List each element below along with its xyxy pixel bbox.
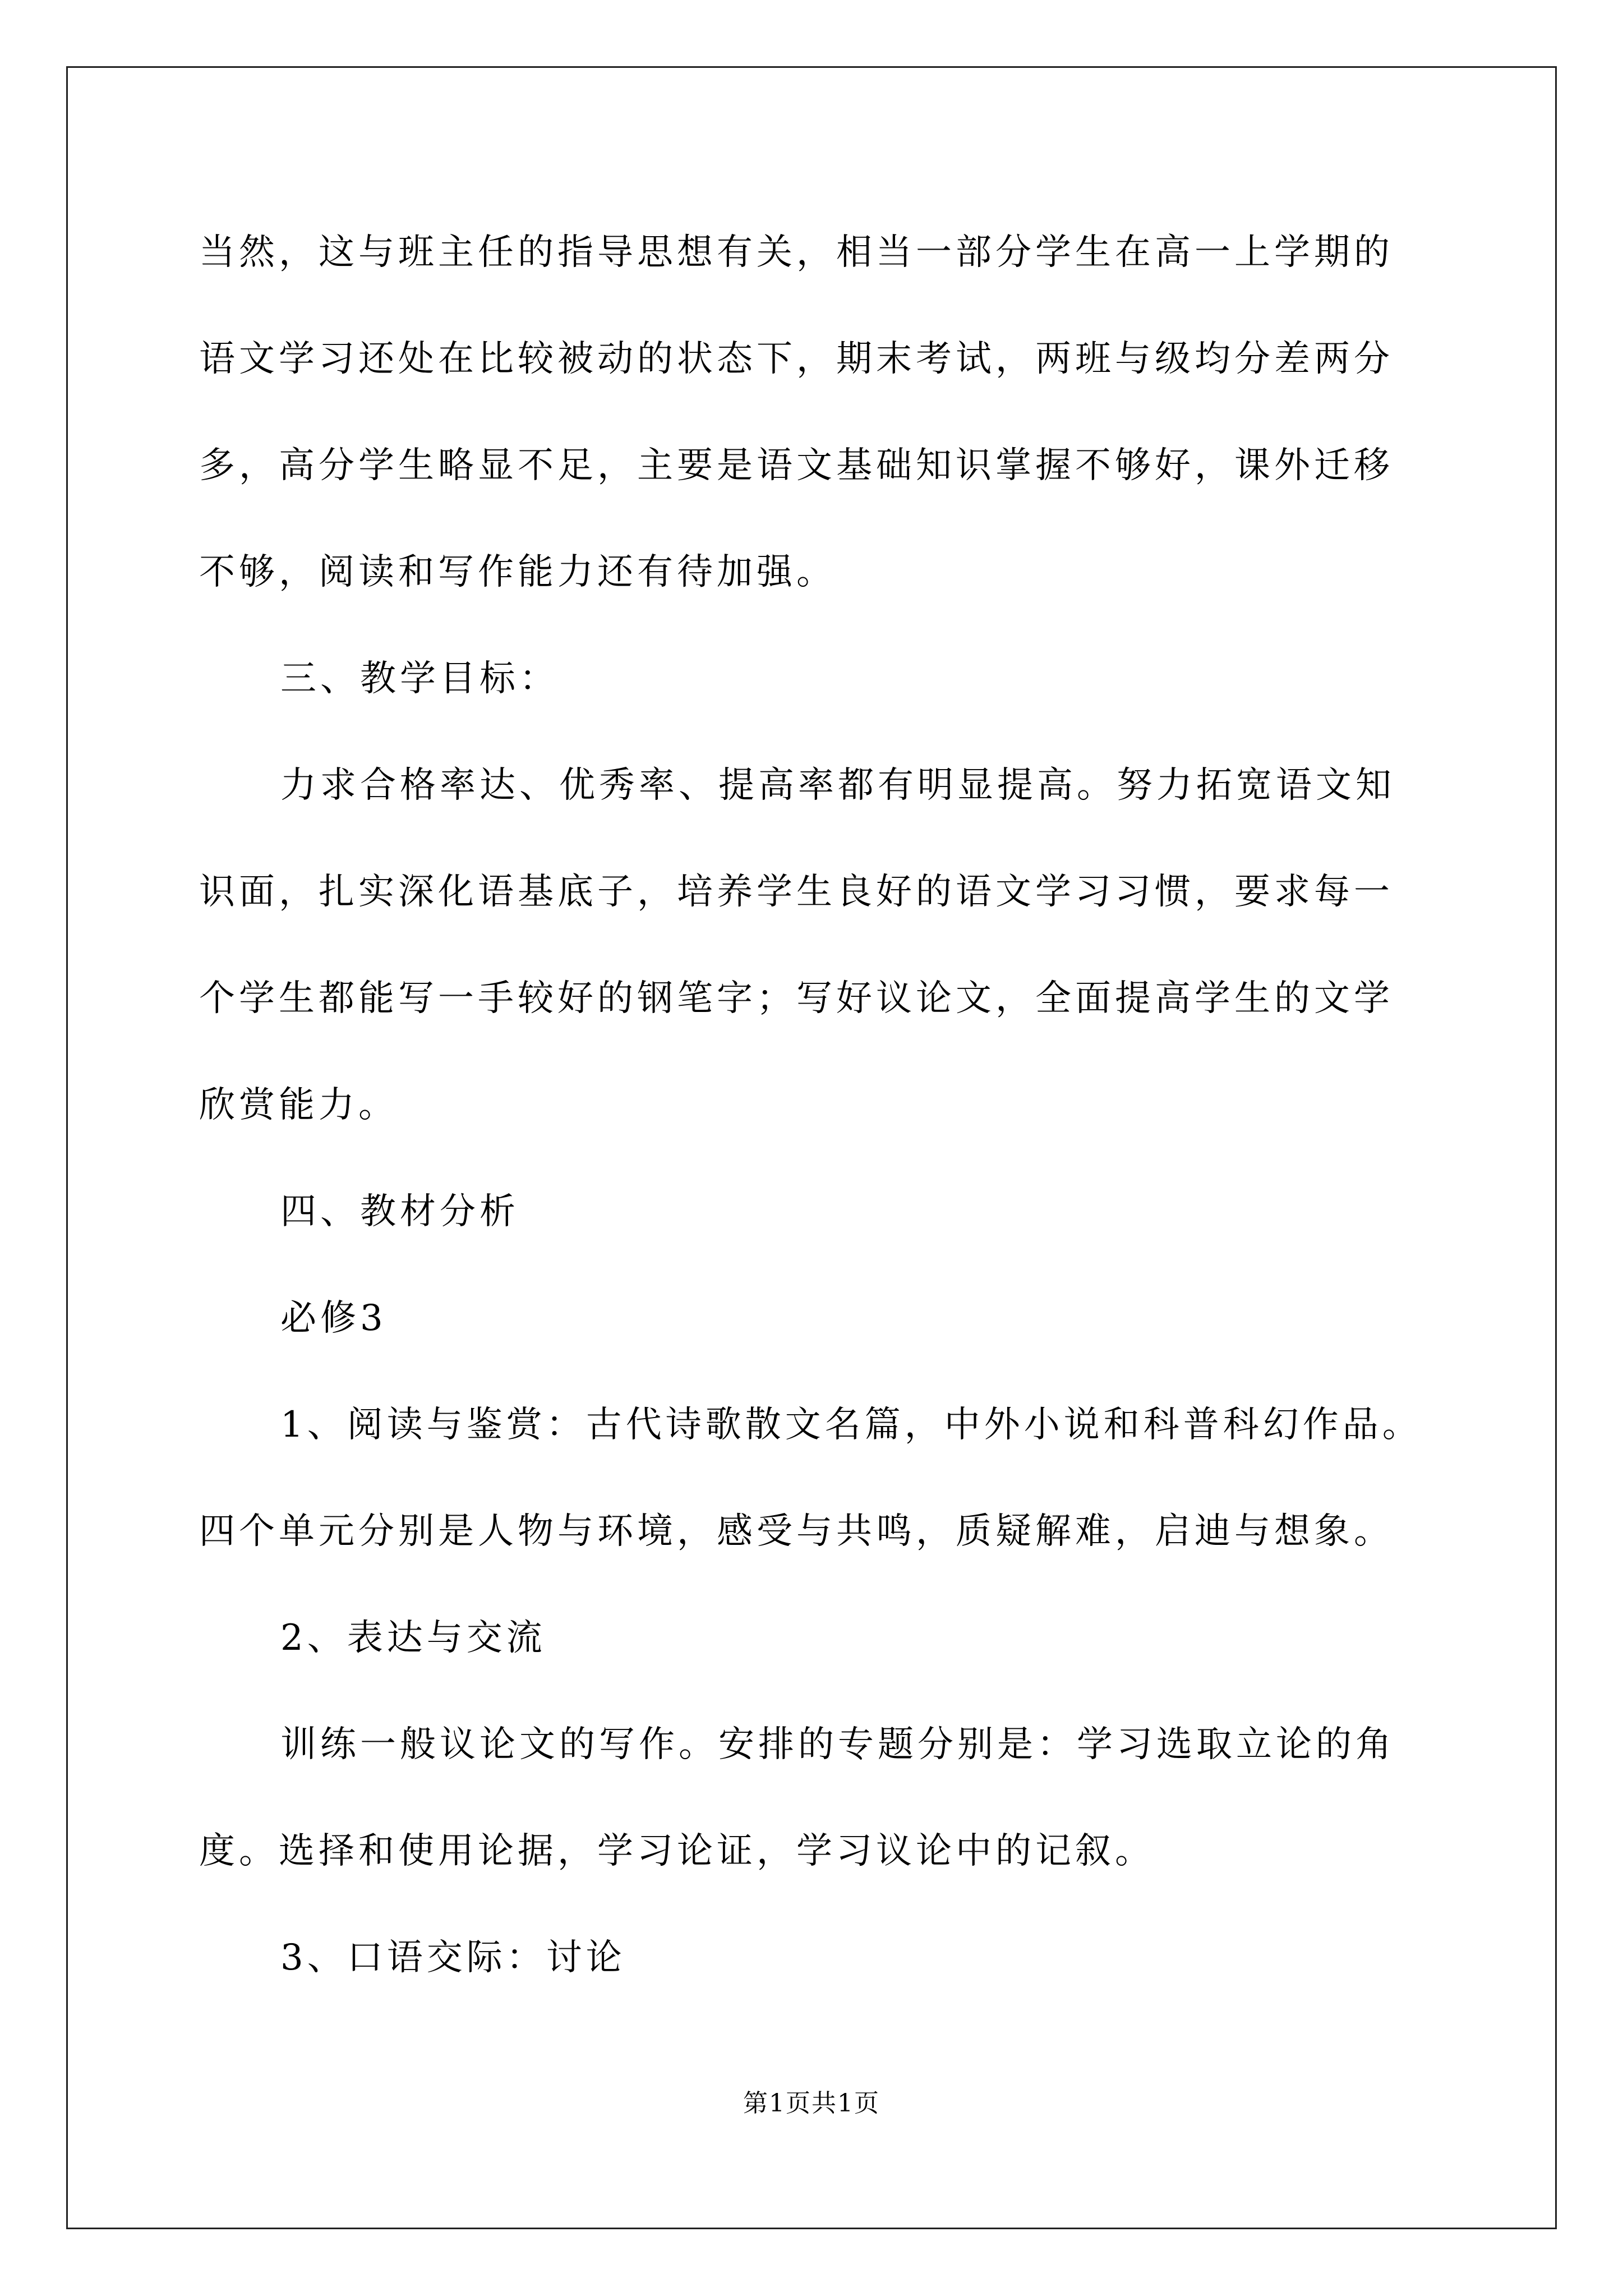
- page-number: 第1页: [743, 2089, 811, 2118]
- body-line: 1、阅读与鉴赏：古代诗歌散文名篇，中外小说和科普科幻作品。: [280, 1404, 1422, 1446]
- body-line: 度。选择和使用论据，学习论证，学习议论中的记叙。: [199, 1830, 1155, 1872]
- subsection-label: 3、口语交际：讨论: [280, 1937, 626, 1978]
- body-line: 训练一般议论文的写作。安排的专题分别是：学习选取立论的角: [280, 1724, 1395, 1765]
- body-line: 不够，阅读和写作能力还有待加强。: [199, 551, 836, 593]
- section-heading: 四、教材分析: [280, 1191, 519, 1232]
- page-total: 共1页: [811, 2089, 880, 2118]
- body-line: 个学生都能写一手较好的钢笔字；写好议论文，全面提高学生的文学: [199, 978, 1394, 1019]
- section-heading: 三、教学目标：: [280, 658, 559, 700]
- body-line: 语文学习还处在比较被动的状态下，期末考试，两班与级均分差两分: [199, 338, 1394, 380]
- subsection-label: 2、表达与交流: [280, 1617, 546, 1659]
- body-line: 当然，这与班主任的指导思想有关，相当一部分学生在高一上学期的: [199, 232, 1394, 273]
- page-footer: [0, 2088, 1623, 2119]
- body-line: 多，高分学生略显不足，主要是语文基础知识掌握不够好，课外迁移: [199, 445, 1394, 486]
- page-border: [66, 66, 1557, 2229]
- subsection-label: 必修3: [280, 1297, 387, 1339]
- body-line: 识面，扎实深化语基底子，培养学生良好的语文学习习惯，要求每一: [199, 871, 1394, 913]
- body-line: 欣赏能力。: [199, 1084, 398, 1126]
- body-line: 四个单元分别是人物与环境，感受与共鸣，质疑解难，启迪与想象。: [199, 1511, 1394, 1552]
- body-line: 力求合格率达、优秀率、提高率都有明显提高。努力拓宽语文知: [280, 765, 1395, 806]
